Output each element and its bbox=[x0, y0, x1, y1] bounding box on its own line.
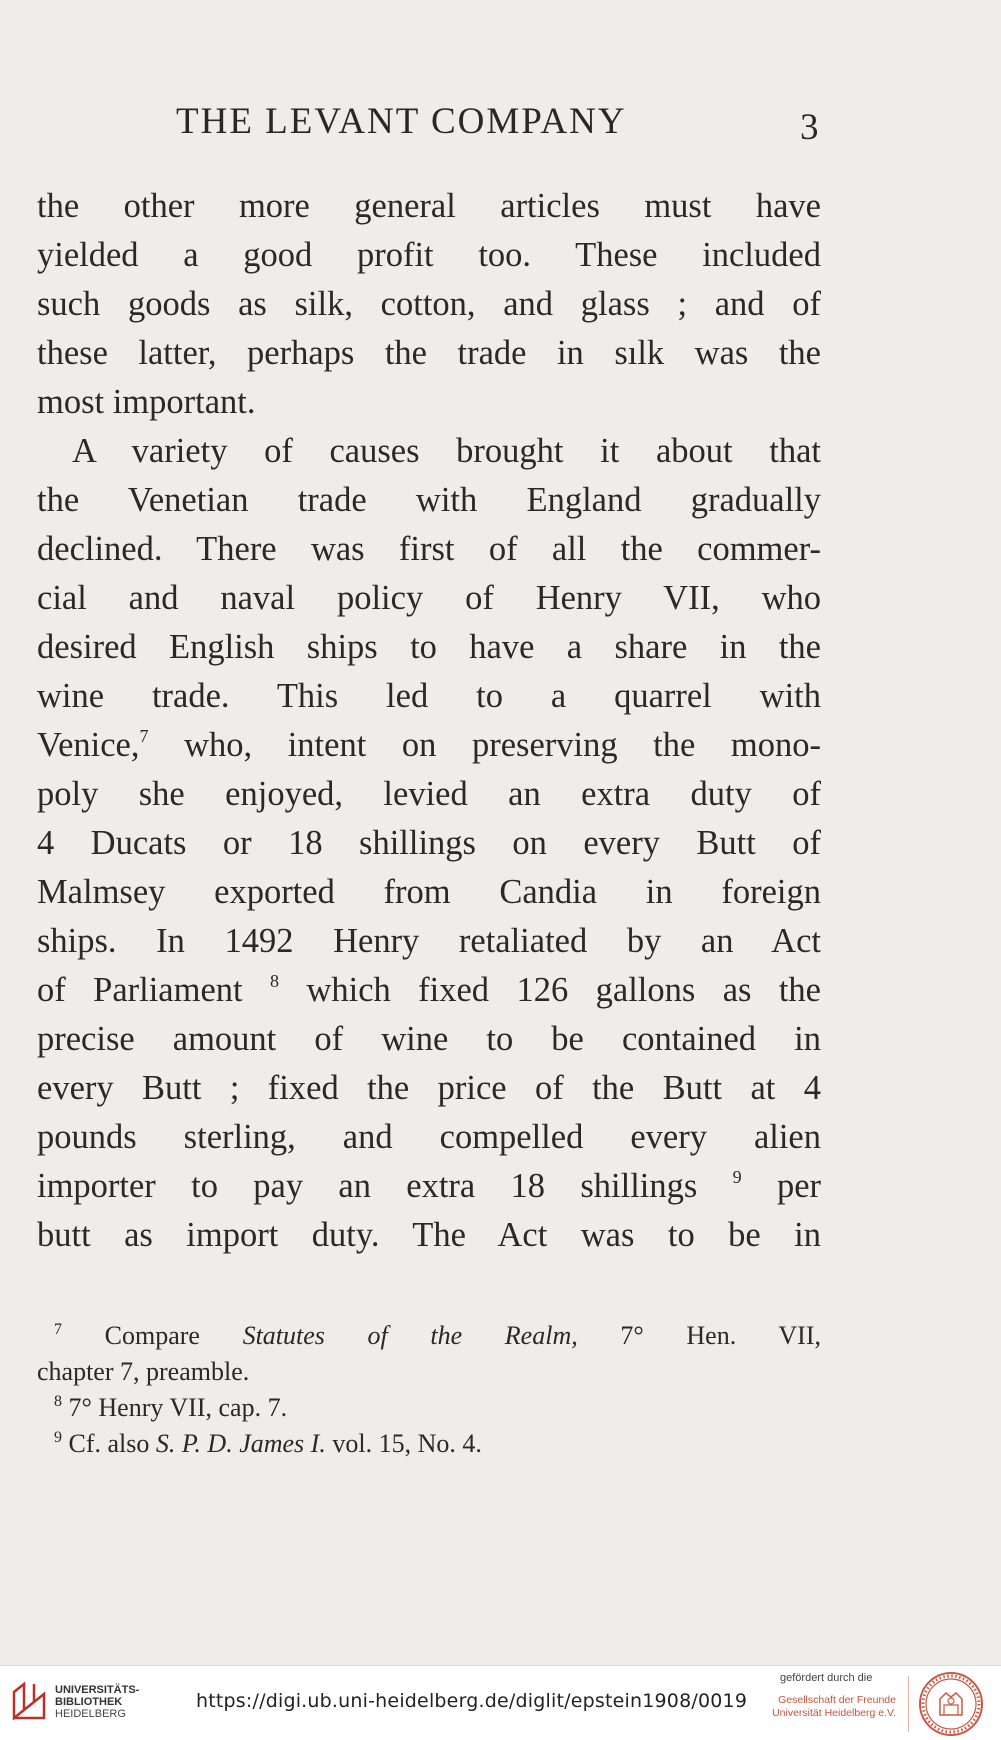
footnote-italic: Statutes of the Realm, bbox=[242, 1321, 578, 1350]
library-name[interactable] bbox=[55, 1684, 139, 1720]
footnote-text: 7° Henry VII, cap. 7. bbox=[62, 1393, 288, 1422]
running-head bbox=[0, 100, 1001, 150]
text-line: such goods as silk, cotton, and glass ; and of bbox=[37, 285, 821, 323]
text-line: precise amount of wine to be contained in bbox=[37, 1020, 821, 1058]
footnote-marker: 9 bbox=[54, 1429, 62, 1446]
footnote-ref-9[interactable]: 9 bbox=[732, 1167, 742, 1187]
running-head-title: THE LEVANT COMPANY bbox=[176, 101, 627, 142]
sponsor-divider bbox=[908, 1676, 909, 1732]
footnote-text: Cf. also bbox=[62, 1429, 156, 1458]
text-line bbox=[37, 721, 821, 770]
line-segment: Venice, bbox=[37, 726, 140, 764]
funder-name-line: Universität Heidelberg e.V. bbox=[772, 1707, 896, 1719]
footnote-marker: 8 bbox=[54, 1393, 62, 1410]
body-text bbox=[37, 182, 821, 1260]
sponsor-block[interactable] bbox=[762, 1672, 902, 1720]
text-line: Malmsey exported from Candia in foreign bbox=[37, 873, 821, 911]
text-line: pounds sterling, and compelled every alien bbox=[37, 1118, 821, 1156]
funded-by-label: gefördert durch die bbox=[780, 1672, 873, 1684]
footnote-marker: 7 bbox=[54, 1321, 62, 1338]
footnote-7-continuation: chapter 7, preamble. bbox=[37, 1357, 250, 1386]
footnotes bbox=[37, 1318, 821, 1462]
line-segment: which fixed 126 gallons as the bbox=[279, 971, 821, 1009]
text-line: most important. bbox=[37, 383, 256, 421]
text-line: every Butt ; fixed the price of the Butt at 4 bbox=[37, 1069, 821, 1107]
text-line: cial and naval policy of Henry VII, who bbox=[37, 579, 821, 617]
footnote-9 bbox=[37, 1426, 821, 1462]
text-line: butt as import duty. The Act was to be in bbox=[37, 1216, 821, 1254]
line-segment: per bbox=[741, 1167, 821, 1205]
line-segment: of Parliament bbox=[37, 971, 271, 1009]
text-line: these latter, perhaps the trade in sılk was the bbox=[37, 334, 821, 372]
footnote-ref-8[interactable]: 8 bbox=[270, 971, 280, 991]
footer-bar bbox=[0, 1665, 1001, 1740]
text-line: declined. There was first of all the commer- bbox=[37, 530, 821, 568]
text-line bbox=[37, 1162, 821, 1211]
library-name-line: HEIDELBERG bbox=[55, 1708, 126, 1720]
text-line: the Venetian trade with England gradually bbox=[37, 481, 821, 519]
text-line: 4 Ducats or 18 shillings on every Butt of bbox=[37, 824, 821, 862]
text-line: desired English ships to have a share in the bbox=[37, 628, 821, 666]
footnote-7 bbox=[37, 1318, 821, 1354]
text-line: A variety of causes brought it about that bbox=[72, 432, 821, 470]
footnote-italic: S. P. D. James I. bbox=[155, 1429, 326, 1458]
text-line: yielded a good profit too. These included bbox=[37, 236, 821, 274]
page-number: 3 bbox=[800, 107, 821, 148]
footnote-text: Compare bbox=[62, 1321, 243, 1350]
text-line: ships. In 1492 Henry retaliated by an Act bbox=[37, 922, 821, 960]
text-line: the other more general articles must have bbox=[37, 187, 821, 225]
line-segment: who, intent on preserving the mono- bbox=[148, 726, 821, 764]
footnote-ref-7[interactable]: 7 bbox=[139, 726, 149, 746]
text-line bbox=[37, 966, 821, 1015]
library-name-line: BIBLIOTHEK bbox=[55, 1696, 123, 1708]
text-line: wine trade. This led to a quarrel with bbox=[37, 677, 821, 715]
line-segment: importer to pay an extra 18 shillings bbox=[37, 1167, 733, 1205]
footnote-8 bbox=[37, 1390, 821, 1426]
footnote-text: 7° Hen. VII, bbox=[577, 1321, 821, 1350]
funder-name-line: Gesellschaft der Freunde bbox=[778, 1694, 896, 1706]
university-seal-icon[interactable] bbox=[918, 1671, 984, 1737]
text-line: poly she enjoyed, levied an extra duty of bbox=[37, 775, 821, 813]
library-logo-icon[interactable] bbox=[10, 1678, 48, 1724]
footnote-text: vol. 15, No. 4. bbox=[325, 1429, 482, 1458]
permalink-url[interactable]: https://digi.ub.uni-heidelberg.de/diglit/epstein1908/0019 bbox=[196, 1690, 748, 1712]
library-name-line: UNIVERSITÄTS- bbox=[55, 1684, 140, 1696]
